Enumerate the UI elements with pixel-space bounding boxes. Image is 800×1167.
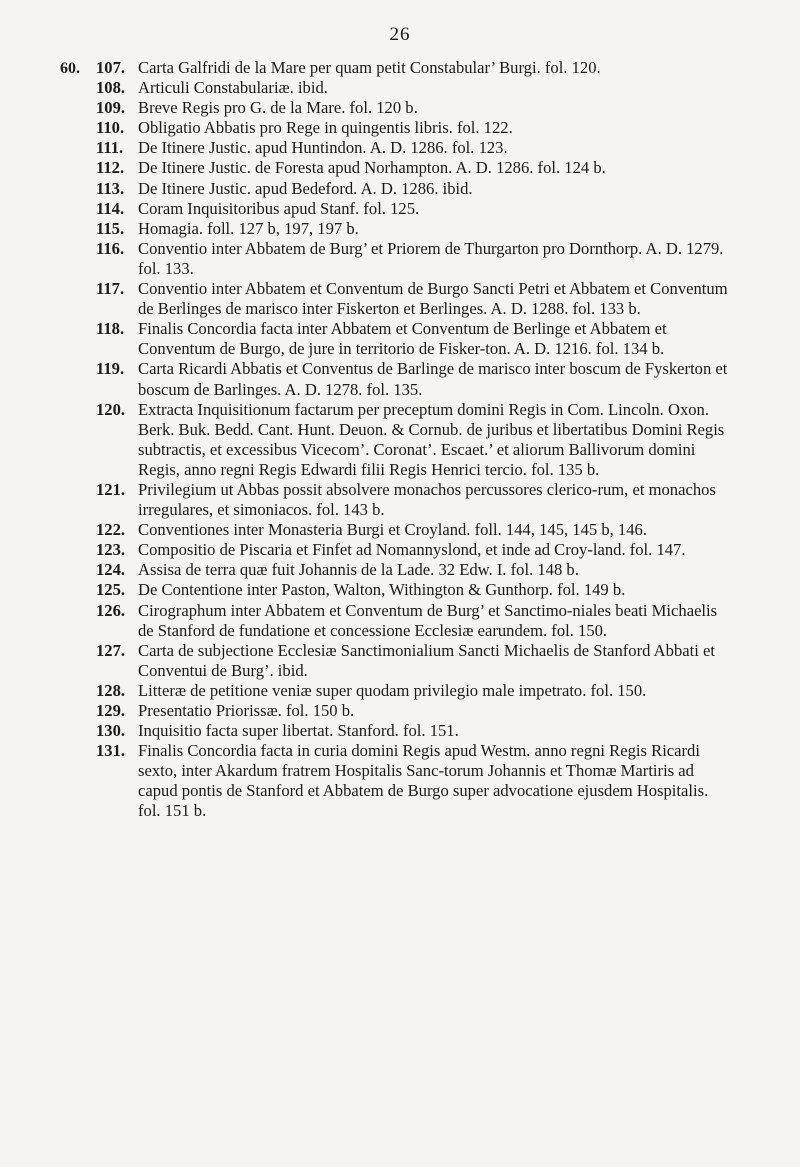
entry-number: 123. xyxy=(96,540,126,560)
entry-text: Coram Inquisitoribus apud Stanf. fol. 125. xyxy=(138,198,420,218)
list-item xyxy=(0,359,800,399)
entry-number: 127. xyxy=(96,640,126,660)
entry-text: Cirographum inter Abbatem et Conventum de Burg’ et Sanctimo-niales beati Michaelis de Stanford de fundatione et concessione Ecclesiæ earundem. fol. 150. xyxy=(138,600,718,640)
entry-text: Litteræ de petitione veniæ super quodam privilegio male impetrato. fol. 150. xyxy=(138,680,647,700)
entry-text: Assisa de terra quæ fuit Johannis de la Lade. 32 Edw. I. fol. 148 b. xyxy=(138,560,579,580)
entry-text: Conventiones inter Monasteria Burgi et Croyland. foll. 144, 145, 145 b, 146. xyxy=(138,520,647,540)
list-item xyxy=(0,239,800,279)
entry-text: De Itinere Justic. apud Bedeford. A. D. 1286. ibid. xyxy=(138,178,473,198)
entry-text: Carta de subjectione Ecclesiæ Sanctimonialium Sancti Michaelis de Stanford Abbati et Conventui de Burg’. ibid. xyxy=(138,640,715,680)
entry-text: Inquisitio facta super libertat. Stanford. fol. 151. xyxy=(138,721,459,741)
entry-number: 130. xyxy=(96,721,126,741)
list-item xyxy=(0,480,800,520)
entry-number: 114. xyxy=(96,198,125,218)
entry-text: Carta Ricardi Abbatis et Conventus de Barlinge de marisco inter boscum de Fyskerton et boscum de Barlinges. A. D. 1278. fol. 135. xyxy=(138,359,728,399)
list-item xyxy=(0,681,800,701)
entry-number: 108. xyxy=(96,78,126,98)
entry-text: Conventio inter Abbatem et Conventum de Burgo Sancti Petri et Abbatem et Conventum de Berlinges de marisco inter Fiskerton et Berlinges. A. D. 1288. fol. 133 b. xyxy=(138,279,728,319)
list-item xyxy=(0,279,800,319)
entry-number: 111. xyxy=(96,138,124,158)
entry-text: Finalis Concordia facta in curia domini Regis apud Westm. anno regni Regis Ricardi sexto, inter Akardum fratrem Hospitalis Sanc-torum Johannis et Thomæ Martiris ad capud pontis de Stanford et Abbatem de Burgo super advocatione ejusdem Hospitalis. fol. 151 b. xyxy=(138,741,709,821)
entry-list xyxy=(0,58,800,822)
entry-number: 117. xyxy=(96,279,125,299)
entry-text: Breve Regis pro G. de la Mare. fol. 120 b. xyxy=(138,98,418,118)
entry-text: Extracta Inquisitionum factarum per preceptum domini Regis in Com. Lincoln. Oxon. Berk. Buk. Bedd. Cant. Hunt. Deuon. & Cornub. de juribus et libertatibus Domini Regis subtractis, et excessibus Vicecom’. Coronat’. Escaet.’ et aliorum Ballivorum domini Regis, anno regni Regis Edwardi filii Regis Henrici tercio. fol. 135 b. xyxy=(138,399,725,479)
entry-number: 119. xyxy=(96,359,125,379)
list-item xyxy=(0,118,800,138)
entry-number: 122. xyxy=(96,520,126,540)
list-item xyxy=(0,138,800,158)
entry-number: 124. xyxy=(96,560,126,580)
entry-number: 126. xyxy=(96,600,126,620)
entry-number: 125. xyxy=(96,580,126,600)
entry-text: Obligatio Abbatis pro Rege in quingentis libris. fol. 122. xyxy=(138,118,513,138)
list-item xyxy=(0,701,800,721)
entry-number: 109. xyxy=(96,98,126,118)
list-item xyxy=(0,520,800,540)
page-number: 26 xyxy=(389,24,411,45)
entry-text: Compositio de Piscaria et Finfet ad Nomannyslond, et inde ad Croy-land. fol. 147. xyxy=(138,540,686,560)
entry-number: 121. xyxy=(96,479,126,499)
entry-text: De Itinere Justic. de Foresta apud Norhampton. A. D. 1286. fol. 124 b. xyxy=(138,158,606,178)
entry-number: 107. xyxy=(96,58,126,77)
section-mark: 60. xyxy=(60,60,80,77)
entry-text: De Contentione inter Paston, Walton, Withington & Gunthorp. fol. 149 b. xyxy=(138,580,626,600)
entry-number: 131. xyxy=(96,741,126,761)
entry-number: 118. xyxy=(96,319,125,339)
entry-number: 110. xyxy=(96,118,125,138)
list-item xyxy=(0,219,800,239)
entry-number: 112. xyxy=(96,158,125,178)
entry-text: Privilegium ut Abbas possit absolvere monachos percussores clerico-rum, et monachos irregulares, et simoniacos. fol. 143 b. xyxy=(138,479,716,520)
entry-text: Carta Galfridi de la Mare per quam petit Constabular’ Burgi. fol. 120. xyxy=(138,58,601,77)
entry-number: 113. xyxy=(96,178,125,198)
entry-text: Homagia. foll. 127 b, 197, 197 b. xyxy=(138,218,359,238)
entry-text: Articuli Constabulariæ. ibid. xyxy=(138,78,328,98)
list-item xyxy=(0,179,800,199)
list-item xyxy=(0,721,800,741)
list-item xyxy=(0,158,800,178)
entry-text: Conventio inter Abbatem de Burg’ et Priorem de Thurgarton pro Dornthorp. A. D. 1279. fol. 133. xyxy=(138,238,724,278)
list-item xyxy=(0,560,800,580)
list-item xyxy=(0,319,800,359)
entry-number: 129. xyxy=(96,701,126,720)
entry-number: 115. xyxy=(96,218,125,238)
list-item xyxy=(0,400,800,480)
list-item xyxy=(0,78,800,98)
entry-number: 128. xyxy=(96,680,126,700)
list-item xyxy=(0,741,800,821)
entry-text: Presentatio Priorissæ. fol. 150 b. xyxy=(138,701,355,720)
entry-number: 120. xyxy=(96,399,126,419)
list-item xyxy=(0,601,800,641)
entry-text: De Itinere Justic. apud Huntindon. A. D. 1286. fol. 123. xyxy=(138,138,508,158)
list-item xyxy=(0,58,800,78)
list-item xyxy=(0,199,800,219)
list-item xyxy=(0,98,800,118)
list-item xyxy=(0,641,800,681)
entry-number: 116. xyxy=(96,238,125,258)
list-item xyxy=(0,580,800,600)
list-item xyxy=(0,540,800,560)
entry-text: Finalis Concordia facta inter Abbatem et Conventum de Berlinge et Abbatem et Conventum de Burgo, de jure in territorio de Fisker-ton. A. D. 1216. fol. 134 b. xyxy=(138,319,667,359)
